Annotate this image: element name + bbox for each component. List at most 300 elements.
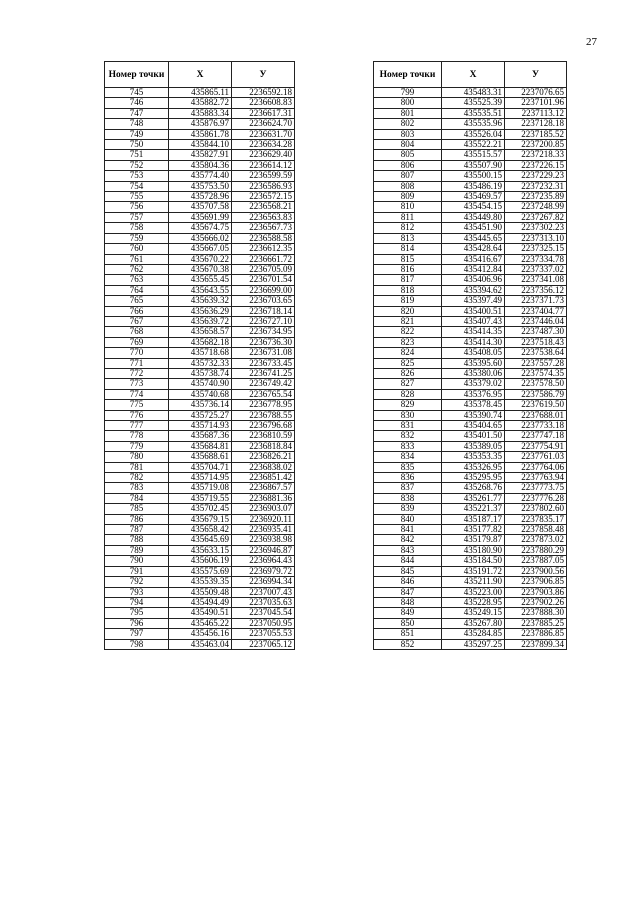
- y-coordinate-cell: 2236612.35: [232, 244, 295, 254]
- y-coordinate-cell: 2237518.43: [505, 337, 567, 347]
- y-coordinate-cell: 2237873.02: [505, 535, 567, 545]
- table-row: [374, 108, 567, 118]
- y-coordinate-cell: 2236838.02: [232, 462, 295, 472]
- x-coordinate-cell: 435223.00: [442, 587, 505, 597]
- table-row: [105, 629, 295, 639]
- table-body-right: [374, 88, 567, 650]
- x-coordinate-cell: 435483.31: [442, 88, 505, 98]
- x-coordinate-cell: 435740.68: [169, 389, 232, 399]
- y-coordinate-cell: 2236731.08: [232, 348, 295, 358]
- header-point-number: Номер точки: [105, 62, 169, 88]
- point-number-cell: 837: [374, 483, 442, 493]
- table-row: [374, 473, 567, 483]
- point-number-cell: 799: [374, 88, 442, 98]
- table-row: [374, 119, 567, 129]
- table-row: [374, 264, 567, 274]
- table-row: [374, 545, 567, 555]
- point-number-cell: 800: [374, 98, 442, 108]
- table-row: [105, 504, 295, 514]
- y-coordinate-cell: 2237858.48: [505, 525, 567, 535]
- table-row: [374, 462, 567, 472]
- point-number-cell: 768: [105, 327, 169, 337]
- point-number-cell: 820: [374, 306, 442, 316]
- x-coordinate-cell: 435684.81: [169, 441, 232, 451]
- y-coordinate-cell: 2236703.65: [232, 296, 295, 306]
- y-coordinate-cell: 2236736.30: [232, 337, 295, 347]
- point-number-cell: 788: [105, 535, 169, 545]
- point-number-cell: 780: [105, 452, 169, 462]
- table-row: [105, 285, 295, 295]
- y-coordinate-cell: 2237446.04: [505, 316, 567, 326]
- x-coordinate-cell: 435525.39: [442, 98, 505, 108]
- y-coordinate-cell: 2237337.02: [505, 264, 567, 274]
- point-number-cell: 778: [105, 431, 169, 441]
- point-number-cell: 838: [374, 493, 442, 503]
- y-coordinate-cell: 2237802.60: [505, 504, 567, 514]
- point-number-cell: 845: [374, 566, 442, 576]
- table-row: [105, 358, 295, 368]
- table-row: [105, 306, 295, 316]
- table-row: [374, 150, 567, 160]
- x-coordinate-cell: 435633.15: [169, 545, 232, 555]
- y-coordinate-cell: 2236631.70: [232, 129, 295, 139]
- table-row: [105, 493, 295, 503]
- table-row: [105, 171, 295, 181]
- x-coordinate-cell: 435883.34: [169, 108, 232, 118]
- x-coordinate-cell: 435380.06: [442, 368, 505, 378]
- y-coordinate-cell: 2237076.65: [505, 88, 567, 98]
- x-coordinate-cell: 435211.90: [442, 577, 505, 587]
- point-number-cell: 816: [374, 264, 442, 274]
- point-number-cell: 750: [105, 140, 169, 150]
- y-coordinate-cell: 2236614.12: [232, 160, 295, 170]
- point-number-cell: 798: [105, 639, 169, 649]
- x-coordinate-cell: 435704.71: [169, 462, 232, 472]
- point-number-cell: 801: [374, 108, 442, 118]
- table-row: [374, 296, 567, 306]
- table-row: [374, 160, 567, 170]
- x-coordinate-cell: 435719.55: [169, 493, 232, 503]
- x-coordinate-cell: 435535.96: [442, 119, 505, 129]
- y-coordinate-cell: 2236765.54: [232, 389, 295, 399]
- point-number-cell: 832: [374, 431, 442, 441]
- table-row: [374, 368, 567, 378]
- table-row: [374, 337, 567, 347]
- x-coordinate-cell: 435267.80: [442, 618, 505, 628]
- table-header-row: [105, 62, 295, 88]
- y-coordinate-cell: 2236592.18: [232, 88, 295, 98]
- y-coordinate-cell: 2237065.12: [232, 639, 295, 649]
- point-number-cell: 763: [105, 275, 169, 285]
- y-coordinate-cell: 2236599.59: [232, 171, 295, 181]
- x-coordinate-cell: 435753.50: [169, 181, 232, 191]
- x-coordinate-cell: 435539.35: [169, 577, 232, 587]
- table-row: [105, 618, 295, 628]
- page-number: 27: [586, 36, 597, 48]
- point-number-cell: 842: [374, 535, 442, 545]
- point-number-cell: 841: [374, 525, 442, 535]
- x-coordinate-cell: 435774.40: [169, 171, 232, 181]
- y-coordinate-cell: 2237055.53: [232, 629, 295, 639]
- x-coordinate-cell: 435295.95: [442, 473, 505, 483]
- table-row: [105, 368, 295, 378]
- header-x: X: [169, 62, 232, 88]
- x-coordinate-cell: 435184.50: [442, 556, 505, 566]
- x-coordinate-cell: 435379.02: [442, 379, 505, 389]
- point-number-cell: 793: [105, 587, 169, 597]
- point-number-cell: 819: [374, 296, 442, 306]
- x-coordinate-cell: 435728.96: [169, 192, 232, 202]
- point-number-cell: 811: [374, 212, 442, 222]
- table-row: [374, 608, 567, 618]
- point-number-cell: 835: [374, 462, 442, 472]
- x-coordinate-cell: 435636.29: [169, 306, 232, 316]
- table-row: [105, 327, 295, 337]
- y-coordinate-cell: 2237619.50: [505, 400, 567, 410]
- point-number-cell: 758: [105, 223, 169, 233]
- x-coordinate-cell: 435389.05: [442, 441, 505, 451]
- y-coordinate-cell: 2237578.50: [505, 379, 567, 389]
- x-coordinate-cell: 435666.02: [169, 233, 232, 243]
- point-number-cell: 782: [105, 473, 169, 483]
- point-number-cell: 822: [374, 327, 442, 337]
- table-row: [105, 462, 295, 472]
- point-number-cell: 784: [105, 493, 169, 503]
- y-coordinate-cell: 2237356.12: [505, 285, 567, 295]
- point-number-cell: 824: [374, 348, 442, 358]
- y-coordinate-cell: 2236563.83: [232, 212, 295, 222]
- point-number-cell: 759: [105, 233, 169, 243]
- point-number-cell: 795: [105, 608, 169, 618]
- x-coordinate-cell: 435645.69: [169, 535, 232, 545]
- x-coordinate-cell: 435177.82: [442, 525, 505, 535]
- table-row: [374, 618, 567, 628]
- x-coordinate-cell: 435658.57: [169, 327, 232, 337]
- x-coordinate-cell: 435522.21: [442, 140, 505, 150]
- x-coordinate-cell: 435861.78: [169, 129, 232, 139]
- table-row: [374, 223, 567, 233]
- table-row: [105, 223, 295, 233]
- x-coordinate-cell: 435515.57: [442, 150, 505, 160]
- point-number-cell: 794: [105, 597, 169, 607]
- point-number-cell: 773: [105, 379, 169, 389]
- table-row: [105, 233, 295, 243]
- y-coordinate-cell: 2237101.96: [505, 98, 567, 108]
- table-row: [105, 556, 295, 566]
- table-row: [374, 98, 567, 108]
- y-coordinate-cell: 2237235.89: [505, 192, 567, 202]
- y-coordinate-cell: 2237229.23: [505, 171, 567, 181]
- x-coordinate-cell: 435297.25: [442, 639, 505, 649]
- y-coordinate-cell: 2237902.26: [505, 597, 567, 607]
- point-number-cell: 776: [105, 410, 169, 420]
- y-coordinate-cell: 2237574.35: [505, 368, 567, 378]
- point-number-cell: 787: [105, 525, 169, 535]
- y-coordinate-cell: 2237302.23: [505, 223, 567, 233]
- x-coordinate-cell: 435509.48: [169, 587, 232, 597]
- y-coordinate-cell: 2237200.85: [505, 140, 567, 150]
- point-number-cell: 809: [374, 192, 442, 202]
- y-coordinate-cell: 2236624.70: [232, 119, 295, 129]
- x-coordinate-cell: 435378.45: [442, 400, 505, 410]
- x-coordinate-cell: 435268.76: [442, 483, 505, 493]
- point-number-cell: 847: [374, 587, 442, 597]
- table-row: [374, 504, 567, 514]
- table-row: [374, 410, 567, 420]
- x-coordinate-cell: 435707.58: [169, 202, 232, 212]
- y-coordinate-cell: 2237232.31: [505, 181, 567, 191]
- y-coordinate-cell: 2237900.56: [505, 566, 567, 576]
- y-coordinate-cell: 2236727.10: [232, 316, 295, 326]
- table-row: [105, 535, 295, 545]
- y-coordinate-cell: 2237835.17: [505, 514, 567, 524]
- table-row: [374, 535, 567, 545]
- y-coordinate-cell: 2236867.57: [232, 483, 295, 493]
- point-number-cell: 817: [374, 275, 442, 285]
- y-coordinate-cell: 2236796.68: [232, 421, 295, 431]
- x-coordinate-cell: 435736.14: [169, 400, 232, 410]
- x-coordinate-cell: 435876.97: [169, 119, 232, 129]
- point-number-cell: 843: [374, 545, 442, 555]
- point-number-cell: 823: [374, 337, 442, 347]
- x-coordinate-cell: 435456.16: [169, 629, 232, 639]
- y-coordinate-cell: 2237050.95: [232, 618, 295, 628]
- x-coordinate-cell: 435827.91: [169, 150, 232, 160]
- y-coordinate-cell: 2237371.73: [505, 296, 567, 306]
- table-row: [374, 525, 567, 535]
- point-number-cell: 834: [374, 452, 442, 462]
- y-coordinate-cell: 2236881.36: [232, 493, 295, 503]
- table-row: [374, 327, 567, 337]
- point-number-cell: 808: [374, 181, 442, 191]
- x-coordinate-cell: 435670.22: [169, 254, 232, 264]
- table-row: [374, 254, 567, 264]
- table-row: [105, 254, 295, 264]
- table-row: [105, 431, 295, 441]
- y-coordinate-cell: 2236741.25: [232, 368, 295, 378]
- x-coordinate-cell: 435682.18: [169, 337, 232, 347]
- point-number-cell: 833: [374, 441, 442, 451]
- point-number-cell: 839: [374, 504, 442, 514]
- header-y: У: [505, 62, 567, 88]
- table-row: [105, 608, 295, 618]
- y-coordinate-cell: 2237045.54: [232, 608, 295, 618]
- y-coordinate-cell: 2237341.08: [505, 275, 567, 285]
- table-row: [105, 98, 295, 108]
- point-number-cell: 803: [374, 129, 442, 139]
- y-coordinate-cell: 2236734.95: [232, 327, 295, 337]
- y-coordinate-cell: 2237334.78: [505, 254, 567, 264]
- point-number-cell: 770: [105, 348, 169, 358]
- table-row: [105, 379, 295, 389]
- x-coordinate-cell: 435687.36: [169, 431, 232, 441]
- x-coordinate-cell: 435428.64: [442, 244, 505, 254]
- x-coordinate-cell: 435670.38: [169, 264, 232, 274]
- x-coordinate-cell: 435691.99: [169, 212, 232, 222]
- table-row: [374, 452, 567, 462]
- point-number-cell: 765: [105, 296, 169, 306]
- table-body-left: [105, 88, 295, 650]
- point-number-cell: 848: [374, 597, 442, 607]
- y-coordinate-cell: 2236701.54: [232, 275, 295, 285]
- y-coordinate-cell: 2236588.58: [232, 233, 295, 243]
- point-number-cell: 821: [374, 316, 442, 326]
- x-coordinate-cell: 435454.15: [442, 202, 505, 212]
- table-row: [105, 441, 295, 451]
- table-row: [374, 400, 567, 410]
- x-coordinate-cell: 435404.65: [442, 421, 505, 431]
- x-coordinate-cell: 435718.68: [169, 348, 232, 358]
- x-coordinate-cell: 435408.05: [442, 348, 505, 358]
- table-row: [105, 639, 295, 649]
- table-row: [374, 556, 567, 566]
- x-coordinate-cell: 435179.87: [442, 535, 505, 545]
- x-coordinate-cell: 435702.45: [169, 504, 232, 514]
- point-number-cell: 789: [105, 545, 169, 555]
- y-coordinate-cell: 2236718.14: [232, 306, 295, 316]
- x-coordinate-cell: 435191.72: [442, 566, 505, 576]
- x-coordinate-cell: 435284.85: [442, 629, 505, 639]
- point-number-cell: 774: [105, 389, 169, 399]
- x-coordinate-cell: 435643.55: [169, 285, 232, 295]
- point-number-cell: 836: [374, 473, 442, 483]
- table-row: [105, 202, 295, 212]
- y-coordinate-cell: 2236979.72: [232, 566, 295, 576]
- x-coordinate-cell: 435719.08: [169, 483, 232, 493]
- x-coordinate-cell: 435376.95: [442, 389, 505, 399]
- table-row: [105, 192, 295, 202]
- table-row: [374, 389, 567, 399]
- x-coordinate-cell: 435639.72: [169, 316, 232, 326]
- y-coordinate-cell: 2236851.42: [232, 473, 295, 483]
- table-row: [374, 233, 567, 243]
- x-coordinate-cell: 435326.95: [442, 462, 505, 472]
- y-coordinate-cell: 2237538.64: [505, 348, 567, 358]
- x-coordinate-cell: 435469.57: [442, 192, 505, 202]
- y-coordinate-cell: 2236994.34: [232, 577, 295, 587]
- x-coordinate-cell: 435740.90: [169, 379, 232, 389]
- table-row: [105, 525, 295, 535]
- point-number-cell: 762: [105, 264, 169, 274]
- point-number-cell: 812: [374, 223, 442, 233]
- table-header-row: [374, 62, 567, 88]
- table-row: [105, 316, 295, 326]
- y-coordinate-cell: 2237128.18: [505, 119, 567, 129]
- point-number-cell: 749: [105, 129, 169, 139]
- x-coordinate-cell: 435406.96: [442, 275, 505, 285]
- point-number-cell: 810: [374, 202, 442, 212]
- table-row: [374, 358, 567, 368]
- y-coordinate-cell: 2236964.43: [232, 556, 295, 566]
- y-coordinate-cell: 2237267.82: [505, 212, 567, 222]
- table-row: [374, 244, 567, 254]
- x-coordinate-cell: 435655.45: [169, 275, 232, 285]
- point-number-cell: 761: [105, 254, 169, 264]
- point-number-cell: 748: [105, 119, 169, 129]
- y-coordinate-cell: 2237903.86: [505, 587, 567, 597]
- point-number-cell: 790: [105, 556, 169, 566]
- header-x: X: [442, 62, 505, 88]
- table-row: [374, 441, 567, 451]
- x-coordinate-cell: 435353.35: [442, 452, 505, 462]
- y-coordinate-cell: 2236920.11: [232, 514, 295, 524]
- y-coordinate-cell: 2237185.52: [505, 129, 567, 139]
- y-coordinate-cell: 2237761.03: [505, 452, 567, 462]
- point-number-cell: 754: [105, 181, 169, 191]
- y-coordinate-cell: 2237885.25: [505, 618, 567, 628]
- y-coordinate-cell: 2236778.95: [232, 400, 295, 410]
- y-coordinate-cell: 2236699.00: [232, 285, 295, 295]
- point-number-cell: 830: [374, 410, 442, 420]
- point-number-cell: 771: [105, 358, 169, 368]
- point-number-cell: 764: [105, 285, 169, 295]
- point-number-cell: 772: [105, 368, 169, 378]
- x-coordinate-cell: 435400.51: [442, 306, 505, 316]
- point-number-cell: 751: [105, 150, 169, 160]
- x-coordinate-cell: 435725.27: [169, 410, 232, 420]
- x-coordinate-cell: 435228.95: [442, 597, 505, 607]
- y-coordinate-cell: 2236818.84: [232, 441, 295, 451]
- table-row: [374, 275, 567, 285]
- y-coordinate-cell: 2237487.30: [505, 327, 567, 337]
- y-coordinate-cell: 2237688.01: [505, 410, 567, 420]
- point-number-cell: 797: [105, 629, 169, 639]
- table-row: [105, 337, 295, 347]
- x-coordinate-cell: 435714.95: [169, 473, 232, 483]
- y-coordinate-cell: 2237886.85: [505, 629, 567, 639]
- x-coordinate-cell: 435804.36: [169, 160, 232, 170]
- point-number-cell: 775: [105, 400, 169, 410]
- table-row: [374, 566, 567, 576]
- x-coordinate-cell: 435249.15: [442, 608, 505, 618]
- y-coordinate-cell: 2236749.42: [232, 379, 295, 389]
- point-number-cell: 849: [374, 608, 442, 618]
- x-coordinate-cell: 435865.11: [169, 88, 232, 98]
- table-row: [105, 410, 295, 420]
- table-row: [105, 264, 295, 274]
- table-row: [374, 629, 567, 639]
- y-coordinate-cell: 2236661.72: [232, 254, 295, 264]
- x-coordinate-cell: 435414.35: [442, 327, 505, 337]
- table-row: [105, 160, 295, 170]
- y-coordinate-cell: 2236946.87: [232, 545, 295, 555]
- y-coordinate-cell: 2237035.63: [232, 597, 295, 607]
- point-number-cell: 769: [105, 337, 169, 347]
- table-row: [374, 140, 567, 150]
- header-y: У: [232, 62, 295, 88]
- y-coordinate-cell: 2237325.15: [505, 244, 567, 254]
- y-coordinate-cell: 2237733.18: [505, 421, 567, 431]
- point-number-cell: 804: [374, 140, 442, 150]
- point-number-cell: 753: [105, 171, 169, 181]
- x-coordinate-cell: 435187.17: [442, 514, 505, 524]
- y-coordinate-cell: 2237754.91: [505, 441, 567, 451]
- point-number-cell: 766: [105, 306, 169, 316]
- table-row: [374, 597, 567, 607]
- table-row: [105, 108, 295, 118]
- point-number-cell: 829: [374, 400, 442, 410]
- table-row: [374, 493, 567, 503]
- x-coordinate-cell: 435526.04: [442, 129, 505, 139]
- y-coordinate-cell: 2237764.06: [505, 462, 567, 472]
- table-row: [105, 88, 295, 98]
- y-coordinate-cell: 2236568.21: [232, 202, 295, 212]
- table-row: [374, 639, 567, 649]
- y-coordinate-cell: 2237763.94: [505, 473, 567, 483]
- y-coordinate-cell: 2237776.28: [505, 493, 567, 503]
- x-coordinate-cell: 435507.90: [442, 160, 505, 170]
- point-number-cell: 796: [105, 618, 169, 628]
